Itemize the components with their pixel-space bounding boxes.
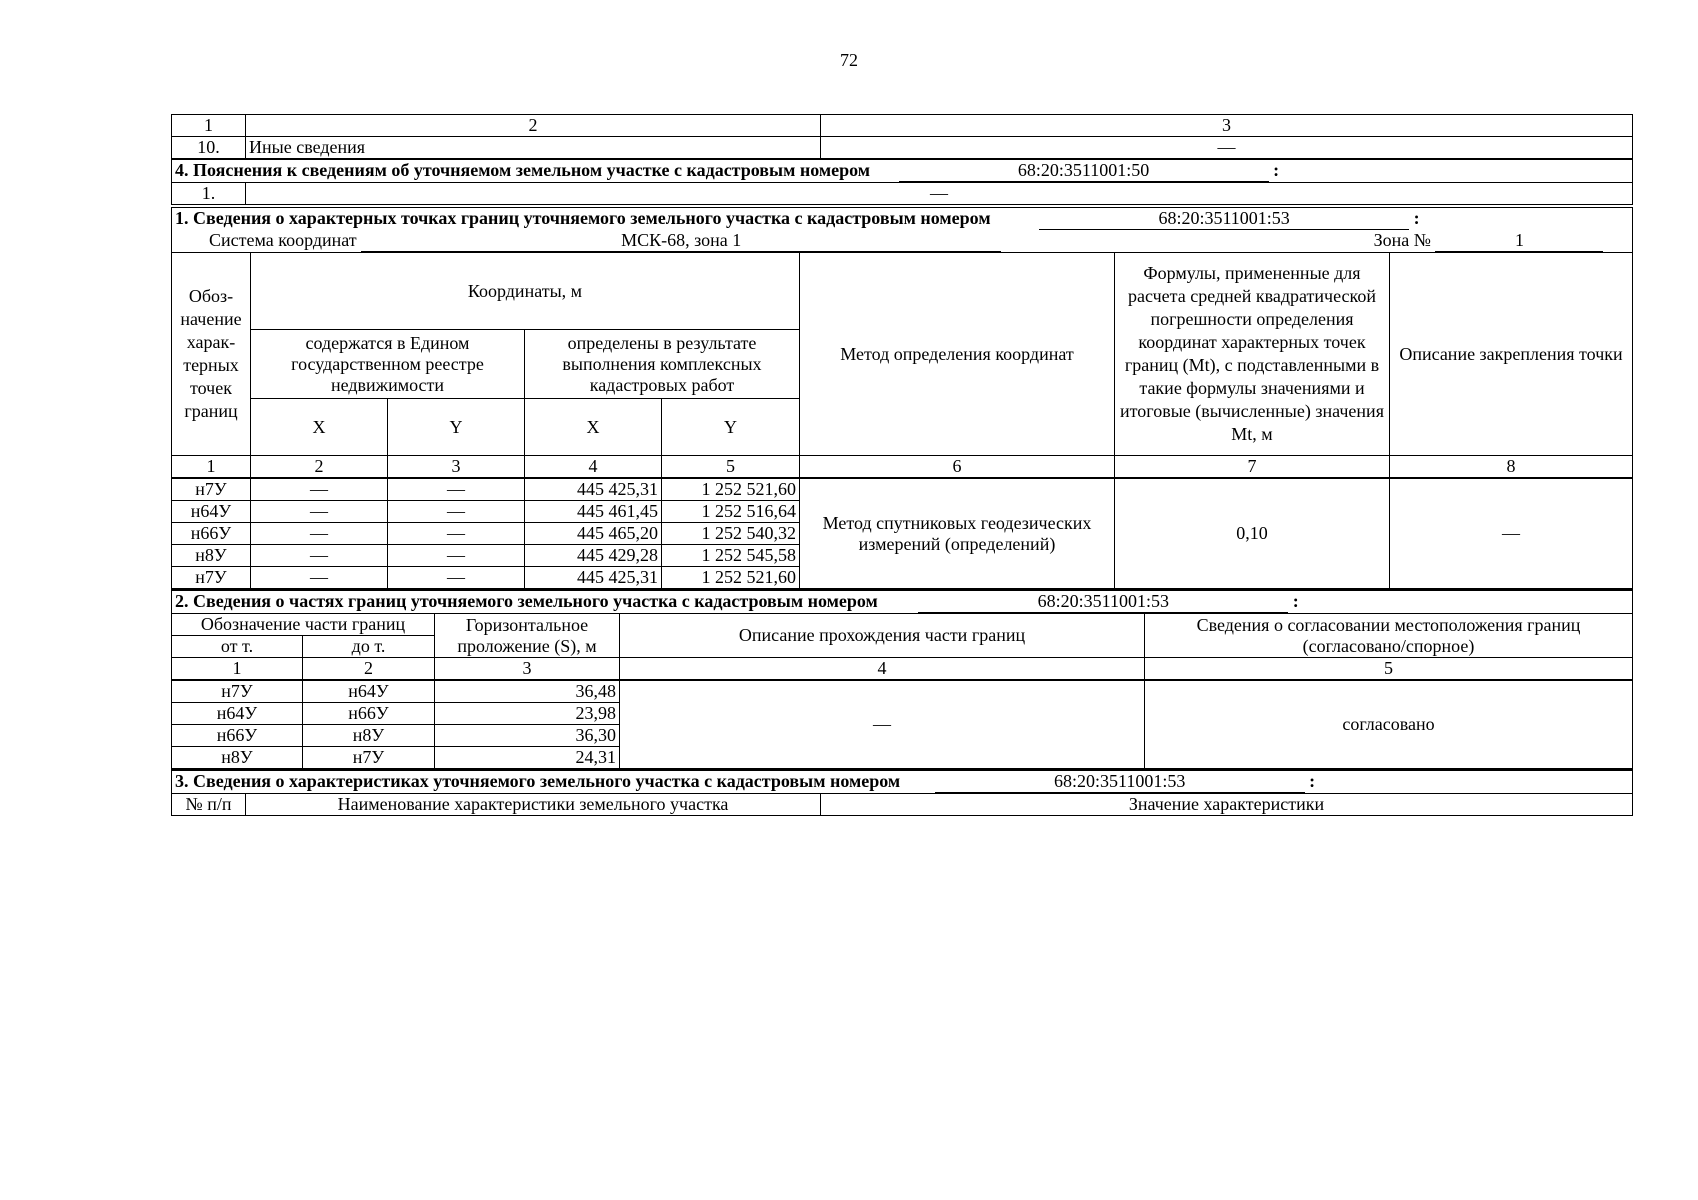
mt-value: 0,10: [1115, 478, 1390, 589]
coordinate-system-label: Система координат: [209, 230, 357, 250]
col-number: 1: [172, 658, 303, 681]
complex-x: 445 461,45: [525, 501, 662, 523]
description-header: Описание прохождения части границ: [620, 614, 1145, 658]
document-sheet: [171, 114, 1633, 816]
description-value: —: [620, 680, 1145, 769]
egrn-y: —: [388, 545, 525, 567]
horizontal-length: 24,31: [435, 747, 620, 769]
complex-y-header: Y: [662, 399, 800, 456]
formulas-header: Формулы, примененные для расчета средней квадратической погрешности определения координат характерных точек границ (Mt), с подставленными в такие формулы значениями и итоговые (вычисленные) значения Mt, м: [1115, 253, 1390, 456]
complex-x: 445 425,31: [525, 478, 662, 501]
complex-y: 1 252 516,64: [662, 501, 800, 523]
complex-works-coordinates-header: определены в результате выполнения комплексных кадастровых работ: [525, 330, 800, 399]
method-header: Метод определения координат: [800, 253, 1115, 456]
section3-cadastral-number: 68:20:3511001:53: [935, 771, 1305, 793]
complex-x-header: X: [525, 399, 662, 456]
continuation-table: [171, 114, 1633, 205]
col-number: 4: [525, 456, 662, 479]
agreement-value: согласовано: [1145, 680, 1633, 769]
complex-y: 1 252 545,58: [662, 545, 800, 567]
col-header-1: 1: [172, 115, 246, 137]
egrn-y-header: Y: [388, 399, 525, 456]
method-value: Метод спутниковых геодезических измерений (определений): [800, 478, 1115, 589]
section2-heading: [172, 590, 1633, 614]
section4-heading: [172, 159, 1633, 183]
section2-cadastral-number: 68:20:3511001:53: [918, 591, 1288, 613]
section3-title: 3. Сведения о характеристиках уточняемого земельного участка с кадастровым номером: [175, 771, 901, 791]
from-point-header: от т.: [172, 636, 303, 658]
section2-colon: :: [1292, 591, 1299, 611]
from-point: н66У: [172, 725, 303, 747]
point-name: н7У: [172, 478, 251, 501]
from-point: н64У: [172, 703, 303, 725]
section2-title: 2. Сведения о частях границ уточняемого земельного участка с кадастровым номером: [175, 591, 878, 611]
section1-title: 1. Сведения о характерных точках границ уточняемого земельного участка с кадастровым номером: [175, 208, 991, 228]
section4-title: 4. Пояснения к сведениям об уточняемом земельном участке с кадастровым номером: [175, 160, 871, 180]
col-number: 7: [1115, 456, 1390, 479]
section3-heading: [172, 770, 1633, 794]
point-name: н64У: [172, 501, 251, 523]
horizontal-length: 36,30: [435, 725, 620, 747]
egrn-x: —: [251, 567, 388, 589]
row-value: —: [821, 137, 1633, 160]
complex-x: 445 465,20: [525, 523, 662, 545]
col-number: 5: [662, 456, 800, 479]
length-header: Горизонтальное проложение (S), м: [435, 614, 620, 658]
zone-value: 1: [1435, 230, 1603, 252]
complex-y: 1 252 521,60: [662, 478, 800, 501]
to-point-header: до т.: [303, 636, 435, 658]
point-name: н66У: [172, 523, 251, 545]
boundary-points-table: [171, 207, 1633, 589]
section1-colon: :: [1413, 208, 1420, 228]
characteristics-table: [171, 769, 1633, 816]
section1-cadastral-number: 68:20:3511001:53: [1039, 208, 1409, 230]
point-name: н7У: [172, 567, 251, 589]
row-number: 1.: [172, 183, 246, 205]
number-header: № п/п: [172, 794, 246, 816]
egrn-y: —: [388, 478, 525, 501]
horizontal-length: 23,98: [435, 703, 620, 725]
egrn-y: —: [388, 567, 525, 589]
col-number: 5: [1145, 658, 1633, 681]
from-point: н7У: [172, 680, 303, 703]
egrn-x: —: [251, 478, 388, 501]
fixing-header: Описание закрепления точки: [1390, 253, 1633, 456]
section3-colon: :: [1309, 771, 1316, 791]
col-number: 4: [620, 658, 1145, 681]
egrn-coordinates-header: содержатся в Едином государственном реестре недвижимости: [251, 330, 525, 399]
point-name: н8У: [172, 545, 251, 567]
boundary-parts-table: [171, 589, 1633, 769]
agreement-header: Сведения о согласовании местоположения границ (согласовано/спорное): [1145, 614, 1633, 658]
zone-label: Зона №: [1373, 230, 1431, 250]
col-number: 2: [251, 456, 388, 479]
from-point: н8У: [172, 747, 303, 769]
col-number: 3: [435, 658, 620, 681]
characteristic-name-header: Наименование характеристики земельного участка: [246, 794, 821, 816]
horizontal-length: 36,48: [435, 680, 620, 703]
table-row: [172, 478, 1633, 501]
section1-heading: [172, 208, 1633, 231]
to-point: н8У: [303, 725, 435, 747]
row-label: Иные сведения: [246, 137, 821, 160]
egrn-y: —: [388, 501, 525, 523]
col-header-2: 2: [246, 115, 821, 137]
col-header-3: 3: [821, 115, 1633, 137]
complex-x: 445 429,28: [525, 545, 662, 567]
to-point: н64У: [303, 680, 435, 703]
col-number: 1: [172, 456, 251, 479]
egrn-x: —: [251, 501, 388, 523]
col-number: 6: [800, 456, 1115, 479]
part-designation-header: Обозначение части границ: [172, 614, 435, 636]
egrn-x: —: [251, 545, 388, 567]
row-number: 10.: [172, 137, 246, 160]
section4-cadastral-number: 68:20:3511001:50: [899, 160, 1269, 182]
coordinate-system-value: МСК-68, зона 1: [361, 230, 1001, 252]
coordinates-header: Координаты, м: [251, 253, 800, 330]
row-value: —: [246, 183, 1633, 205]
col-number: 2: [303, 658, 435, 681]
to-point: н7У: [303, 747, 435, 769]
designation-header: Обоз-начение харак-терных точек границ: [172, 253, 251, 456]
coordinate-system-row: [172, 230, 1633, 253]
to-point: н66У: [303, 703, 435, 725]
complex-y: 1 252 540,32: [662, 523, 800, 545]
characteristic-value-header: Значение характеристики: [821, 794, 1633, 816]
col-number: 8: [1390, 456, 1633, 479]
egrn-y: —: [388, 523, 525, 545]
complex-y: 1 252 521,60: [662, 567, 800, 589]
table-row: [172, 680, 1633, 703]
fixing-value: —: [1390, 478, 1633, 589]
page-number: 72: [840, 50, 858, 70]
complex-x: 445 425,31: [525, 567, 662, 589]
egrn-x-header: X: [251, 399, 388, 456]
section4-colon: :: [1273, 160, 1280, 180]
egrn-x: —: [251, 523, 388, 545]
col-number: 3: [388, 456, 525, 479]
